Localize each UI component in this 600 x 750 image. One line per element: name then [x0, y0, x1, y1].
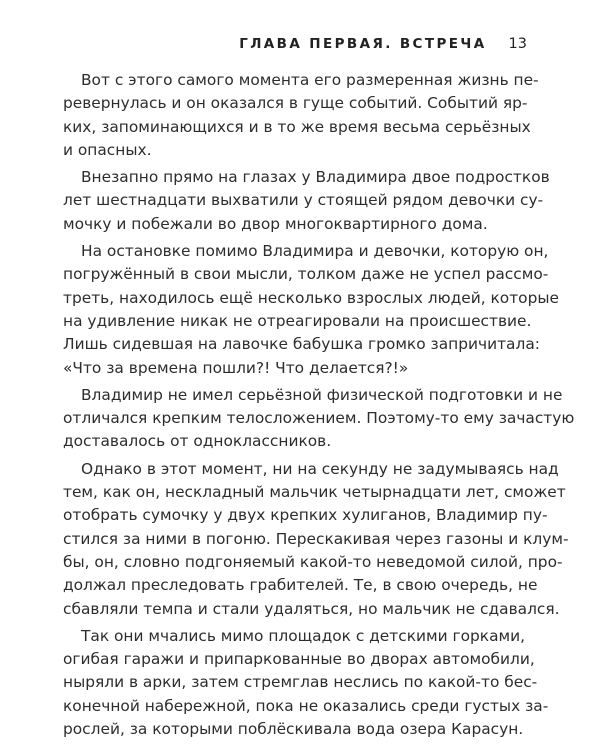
- text-line: Однако в этот момент, ни на секунду не задумываясь над: [81, 459, 559, 478]
- text-line: отобрать сумочку у двух крепких хулиганов, Владимир пу-: [63, 506, 548, 525]
- text-line: сбавляли темпа и стали удаляться, но мальчик не сдавался.: [63, 599, 560, 618]
- text-line: лет шестнадцати выхватили у стоящей рядом девочки су-: [63, 191, 544, 210]
- text-line: Вот с этого самого момента его размеренная жизнь пе-: [81, 71, 539, 89]
- text-line: на удивление никак не отреагировали на происшествие.: [63, 311, 532, 330]
- text-line: мочку и побежали во двор многоквартирного дома.: [63, 214, 488, 233]
- paragraph: [63, 458, 569, 621]
- text-line: бы, он, словно подгоняемый какой-то неведомой силой, про-: [63, 552, 563, 571]
- text-line: и опасных.: [63, 140, 152, 159]
- body-text: [63, 69, 575, 745]
- text-line: треть, находилось ещё несколько взрослых людей, которые: [63, 288, 559, 307]
- page-number: 13: [508, 36, 527, 52]
- paragraph: [63, 240, 559, 380]
- text-line: ревернулась и он оказался в гуще событий. Событий яр-: [63, 94, 528, 113]
- text-line: «Что за времена пошли?! Что делается?!»: [63, 358, 409, 377]
- chapter-title: ГЛАВА ПЕРВАЯ. ВСТРЕЧА: [239, 36, 487, 52]
- text-line: тем, как он, нескладный мальчик четырнадцати лет, сможет: [63, 483, 566, 502]
- paragraph: [63, 625, 549, 741]
- text-line: Внезапно прямо на глазах у Владимира двое подростков: [81, 168, 550, 187]
- text-line: На остановке помимо Владимира и девочки, которую он,: [81, 242, 549, 261]
- text-line: Лишь сидевшая на лавочке бабушка громко запричитала:: [63, 335, 540, 354]
- text-line: огибая гаражи и припаркованные во дворах автомобили,: [63, 650, 535, 669]
- text-line: конечной набережной, пока не оказались среди густых за-: [63, 696, 549, 715]
- text-line: стился за ними в погоню. Перескакивая через газоны и клум-: [63, 529, 569, 548]
- running-header: [239, 36, 527, 52]
- text-line: рослей, за которыми поблёскивала вода озера Карасун.: [63, 720, 524, 739]
- text-line: ныряли в арки, затем стремглав неслись по какой-то бес-: [63, 673, 538, 692]
- paragraph: [63, 166, 550, 236]
- text-line: отличался крепким телосложением. Поэтому-то ему зачастую: [63, 409, 575, 428]
- paragraph: [63, 69, 539, 162]
- text-line: Так они мчались мимо площадок с детскими горками,: [81, 626, 526, 645]
- text-line: Владимир не имел серьёзной физической подготовки и не: [81, 385, 563, 404]
- text-line: должал преследовать грабителей. Те, в свою очередь, не: [63, 576, 538, 595]
- text-line: ких, запоминающихся и в то же время весьма серьёзных: [63, 117, 531, 136]
- text-line: погружённый в свои мысли, толком даже не успел рассмо-: [63, 265, 549, 284]
- text-line: доставалось от одноклассников.: [63, 432, 332, 451]
- paragraph: [63, 384, 575, 454]
